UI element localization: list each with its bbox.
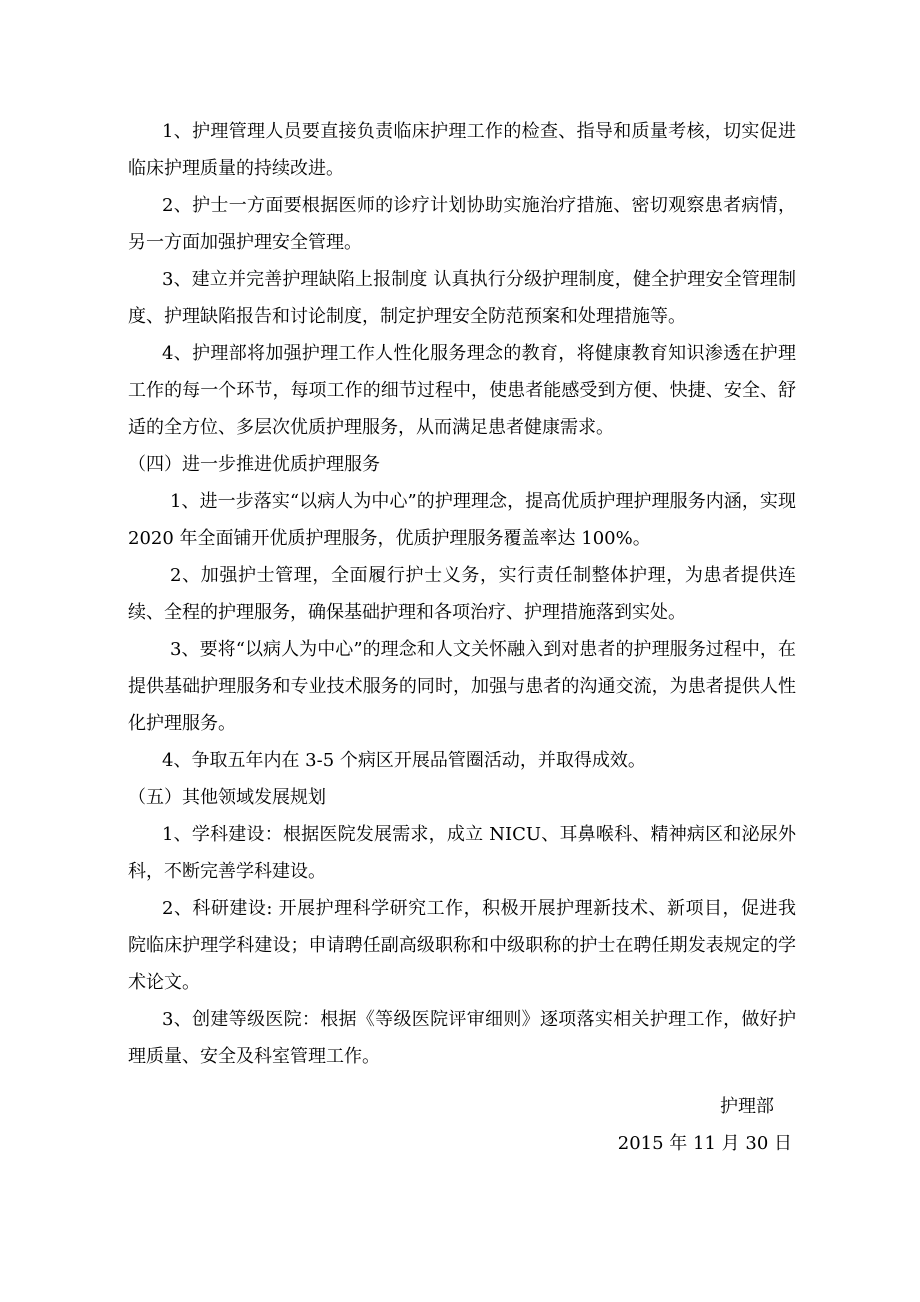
- paragraph-humanized-service: 4、护理部将加强护理工作人性化服务理念的教育，将健康教育知识渗透在护理工作的每一个环节，每项工作的细节过程中，使患者能感受到方便、快捷、安全、舒适的全方位、多层次优质护理服务，从而满足患者健康需求。: [128, 343, 796, 438]
- paragraph-defect-reporting: 3、建立并完善护理缺陷上报制度 认真执行分级护理制度，健全护理安全管理制度、护理缺陷报告和讨论制度，制定护理安全防范预案和处理措施等。: [128, 269, 796, 327]
- section-heading-other-fields: （五）其他领域发展规划: [128, 787, 326, 808]
- paragraph-nurse-duties: 2、护士一方面要根据医师的诊疗计划协助实施治疗措施、密切观察患者病情，另一方面加强护理安全管理。: [128, 195, 796, 253]
- paragraph-research-building: 2、科研建设: 开展护理科学研究工作，积极开展护理新技术、新项目，促进我院临床护理学科建设；申请聘任副高级职称和中级职称的护士在聘任期发表规定的学术论文。: [128, 898, 796, 993]
- paragraph-patient-centered: 1、进一步落实“以病人为中心”的护理理念，提高优质护理护理服务内涵，实现 2020 年全面铺开优质护理服务，优质护理服务覆盖率达 100%。: [128, 491, 796, 549]
- signature-date: 2015 年 11 月 30 日: [617, 1133, 792, 1154]
- section-heading-quality-service: （四）进一步推进优质护理服务: [128, 454, 380, 475]
- signature-block: [618, 1088, 792, 1162]
- paragraph-nursing-management: 1、护理管理人员要直接负责临床护理工作的检查、指导和质量考核，切实促进临床护理质量的持续改进。: [128, 121, 796, 179]
- signature-department: 护理部: [720, 1096, 774, 1117]
- paragraph-discipline-building: 1、学科建设：根据医院发展需求，成立 NICU、耳鼻喉科、精神病区和泌尿外科，不断完善学科建设。: [128, 824, 796, 882]
- paragraph-nurse-management: 2、加强护士管理，全面履行护士义务，实行责任制整体护理，为患者提供连续、全程的护理服务，确保基础护理和各项治疗、护理措施落到实处。: [128, 565, 796, 623]
- paragraph-hospital-grading: 3、创建等级医院：根据《等级医院评审细则》逐项落实相关护理工作，做好护理质量、安全及科室管理工作。: [128, 1009, 796, 1067]
- paragraph-qcc-activity: 4、争取五年内在 3-5 个病区开展品管圈活动，并取得成效。: [162, 750, 646, 771]
- document-body: [128, 113, 796, 1075]
- paragraph-humanistic-care: 3、要将“以病人为中心”的理念和人文关怀融入到对患者的护理服务过程中，在提供基础护理服务和专业技术服务的同时，加强与患者的沟通交流，为患者提供人性化护理服务。: [128, 639, 796, 734]
